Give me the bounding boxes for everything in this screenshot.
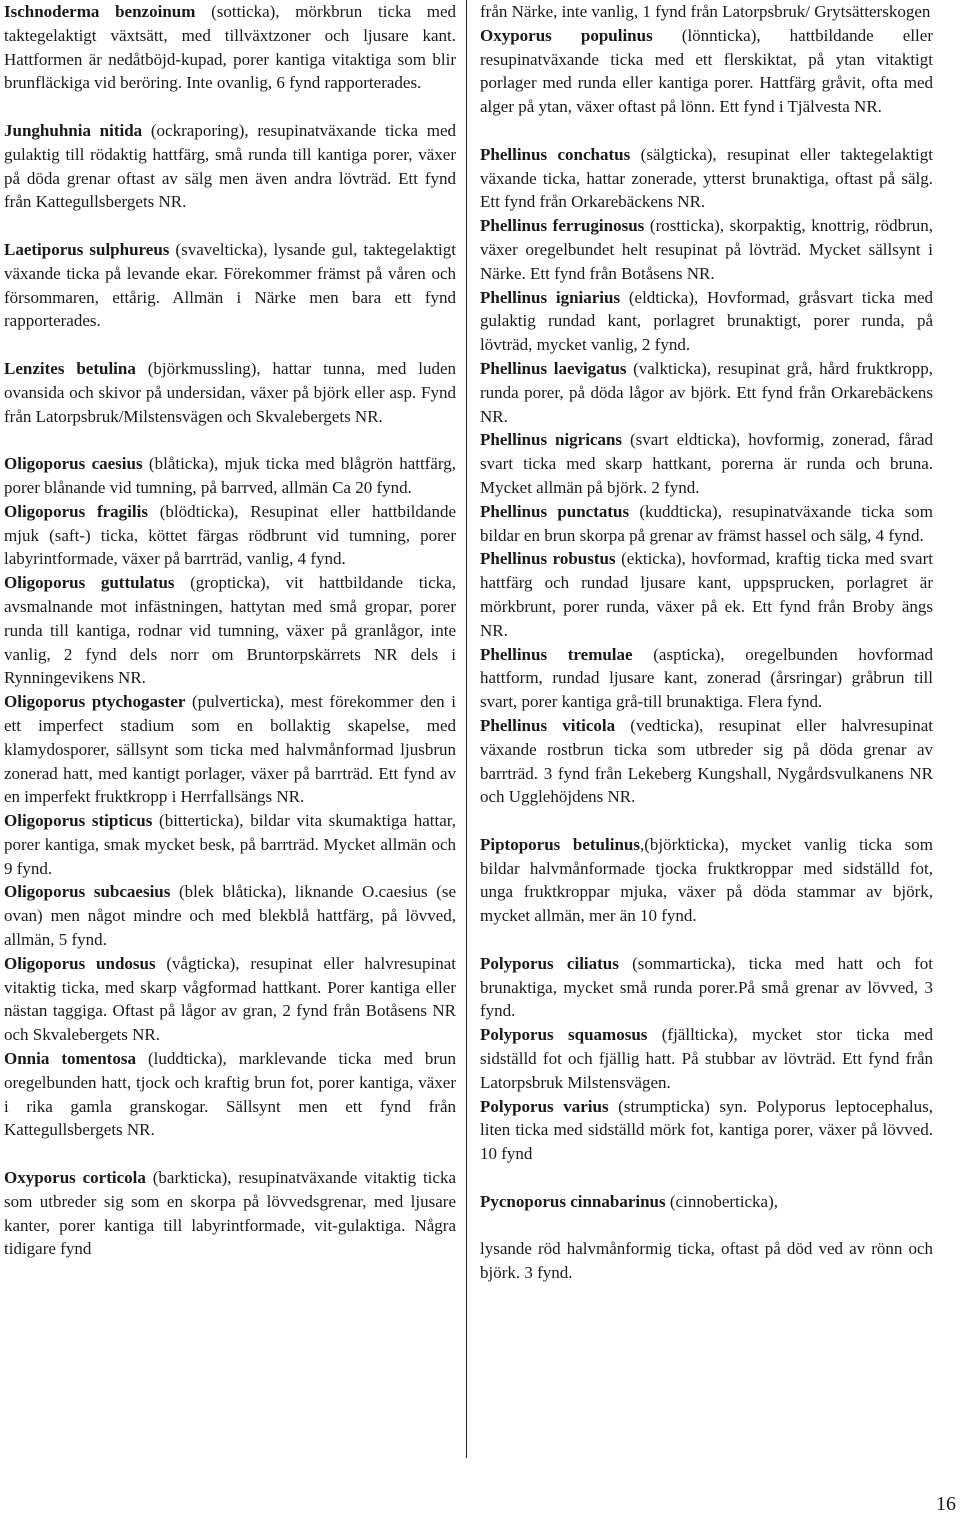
- species-entry: [480, 643, 933, 714]
- species-entry: [480, 833, 933, 928]
- species-name: Piptoporus betulinus: [480, 834, 640, 854]
- species-name: Oxyporus corticola: [4, 1168, 146, 1188]
- species-description: från Närke, inte vanlig, 1 fynd från Latorpsbruk/ Grytsätterskogen: [480, 2, 931, 21]
- species-name: Pycnoporus cinnabarinus: [480, 1191, 666, 1211]
- species-entry: [480, 286, 933, 357]
- species-description: (blåticka), mjuk ticka med blågrön hattfärg, porer blånande vid tumning, på barrved, allmän Ca 20 fynd.: [4, 454, 456, 497]
- species-name: Oligoporus subcaesius: [4, 882, 171, 902]
- species-name: Polyporus ciliatus: [480, 953, 619, 973]
- species-name: Polyporus squamosus: [480, 1025, 648, 1045]
- species-description: (sotticka), mörkbrun ticka med taktegelaktigt växtsätt, med tillväxtzoner och ljusare kant. Hattformen är nedåtböjd-kupad, porer kantiga vitaktiga som blir brunfläckiga vid beröring. Inte ovanlig, 6 fynd rapporterades.: [4, 2, 456, 93]
- species-description: (sommarticka), ticka med hatt och fot brunaktiga, mycket små runda porer.På små grenar av lövved, 3 fynd.: [480, 953, 934, 1021]
- species-description: (björkmussling), hattar tunna, med luden ovansida och skivor på undersidan, växer på björk eller asp. Fynd från Latorpsbruk/Milstensvägen och Skvalebergets NR.: [4, 358, 456, 426]
- species-description: ,(björkticka), mycket vanlig ticka som bildar halvmånformade tjocka fruktkroppar med sidställd fot, unga fruktkroppar mjuka, växer på döda stammar av björk, mycket allmän, mer än 10 fynd.: [480, 834, 933, 926]
- species-name: Oligoporus undosus: [4, 953, 156, 973]
- species-description: (strumpticka) syn. Polyporus leptocephalus, liten ticka med sidställd mörk fot, kantiga porer, växer på lövved. 10 fynd: [480, 1096, 933, 1164]
- species-name: Oxyporus populinus: [480, 25, 653, 45]
- species-name: Phellinus robustus: [480, 549, 616, 569]
- continued-text: [480, 1237, 933, 1285]
- species-description: lysande röd halvmånformig ticka, oftast på död ved av rönn och björk. 3 fynd.: [480, 1239, 933, 1283]
- species-entry: [480, 24, 933, 119]
- page-number: 16: [936, 1493, 956, 1515]
- species-name: Oligoporus ptychogaster: [4, 692, 186, 712]
- continued-text: [480, 0, 933, 24]
- species-entry: [4, 1047, 456, 1142]
- species-entry: [4, 1166, 456, 1261]
- species-entry: [480, 428, 933, 499]
- species-name: Onnia tomentosa: [4, 1049, 136, 1069]
- species-description: (aspticka), oregelbunden hovformad hattform, rundad ljusare kant, zonerad (årsringar) gråbrun till svart, porer kantiga grå-till brunaktiga. Flera fynd.: [480, 644, 933, 712]
- species-entry: [480, 1023, 933, 1094]
- species-entry: [480, 357, 933, 428]
- species-description: (eldticka), Hovformad, gråsvart ticka med gulaktig rundad kant, porlagret brunaktigt, porer runda, på lövträd, mycket vanlig, 2 fynd.: [480, 287, 933, 355]
- species-entry: [480, 214, 933, 285]
- column-divider: [466, 0, 467, 1458]
- species-description: (kuddticka), resupinatväxande ticka som bildar en brun skorpa på grenar av främst hassel och sälg, 4 fynd.: [480, 501, 933, 545]
- species-name: Ischnoderma benzoinum: [4, 2, 196, 21]
- species-entry: [4, 452, 456, 500]
- species-entry: [480, 1095, 933, 1166]
- right-column: [480, 0, 933, 1285]
- species-entry: [4, 952, 456, 1047]
- species-description: (rostticka), skorpaktig, knottrig, rödbrun, växer oregelbundet helt resupinat på lövträd. Mycket sällsynt i Närke. Ett fynd från Botåsens NR.: [480, 216, 934, 283]
- species-description: (fjällticka), mycket stor ticka med sidställd fot och fjällig hatt. På stubbar av lövträd. Ett fynd från Latorpsbruk Milstensvägen.: [480, 1025, 933, 1092]
- species-name: Phellinus ferruginosus: [480, 216, 645, 236]
- species-entry: [4, 357, 456, 428]
- species-entry: [480, 952, 933, 1023]
- species-entry: [4, 0, 456, 95]
- species-description: (vågticka), resupinat eller halvresupinat vitaktig ticka, med skarp vågformad hattkant. Porer kantiga eller nästan taggiga. Oftast på lågor av gran, 2 fynd från Botåsens NR och Skvalebergets NR.: [4, 953, 457, 1045]
- species-description: (gropticka), vit hattbildande ticka, avsmalnande mot infästningen, hattytan med små gropar, porer runda till kantiga, rodnar vid tumning, växer på granlågor, inte vanlig, 2 fynd dels norr om Bruntorpskärrets NR dels i Rynningevikens NR.: [4, 573, 456, 688]
- species-entry: [4, 500, 456, 571]
- species-name: Polyporus varius: [480, 1096, 609, 1116]
- left-column: [4, 0, 456, 1261]
- species-name: Lenzites betulina: [4, 358, 136, 378]
- species-entry: [4, 119, 456, 214]
- species-description: (sälgticka), resupinat eller taktegelaktigt växande ticka, hattar zonerade, ytterst brunaktiga, oftast på sälg. Ett fynd från Orkarebäckens NR.: [480, 144, 934, 212]
- species-entry: [4, 880, 456, 951]
- species-name: Phellinus punctatus: [480, 501, 630, 521]
- species-description: (ekticka), hovformad, kraftig ticka med svart hattfärg och rundad ljusare kant, uppsprucken, porlagret är mörkbrunt, porer runda, växer på ek. Ett fynd från Broby ängs NR.: [480, 549, 933, 640]
- species-description: (blödticka), Resupinat eller hattbildande mjuk (saft-) ticka, köttet färgas rödbrunt vid tumning, porer labyrintformade, växer på barrträd, vanlig, 4 fynd.: [4, 501, 456, 569]
- species-entry: [4, 690, 456, 809]
- species-entry: [480, 1190, 933, 1214]
- species-description: (bitterticka), bildar vita skumaktiga hattar, porer kantiga, smak mycket besk, på barrträd. Mycket allmän och 9 fynd.: [4, 811, 456, 878]
- species-entry: [480, 547, 933, 642]
- species-name: Oligoporus caesius: [4, 454, 143, 474]
- species-description: (lönnticka), hattbildande eller resupinatväxande ticka med ett flerskiktat, på ytan vitaktigt porlager med runda eller kantiga porer. Hattfärg gråvit, ofta med alger på ytan, växer oftast på lönn. Ett fynd i Tjälvesta NR.: [480, 25, 933, 117]
- species-name: Junghuhnia nitida: [4, 120, 143, 140]
- species-name: Phellinus laevigatus: [480, 358, 627, 378]
- species-description: (blek blåticka), liknande O.caesius (se ovan) men något mindre och med blekblå hattfärg, på lövved, allmän, 5 fynd.: [4, 882, 457, 950]
- species-name: Laetiporus sulphureus: [4, 239, 170, 259]
- species-entry: [480, 143, 933, 214]
- species-entry: [4, 238, 456, 333]
- species-description: (cinnoberticka),: [665, 1191, 778, 1211]
- species-name: Phellinus viticola: [480, 715, 616, 735]
- species-name: Oligoporus stipticus: [4, 811, 153, 831]
- species-entry: [480, 500, 933, 548]
- species-description: (valkticka), resupinat grå, hård fruktkropp, runda porer, på döda lågor av björk. Ett fynd från Orkarebäckens NR.: [480, 358, 933, 426]
- species-name: Phellinus nigricans: [480, 430, 623, 450]
- species-description: (ockraporing), resupinatväxande ticka med gulaktig till rödaktig hattfärg, små runda till kantiga porer, växer på döda grenar oftast av sälg men även andra lövträd. Ett fynd från Kattegullsbergets NR.: [4, 120, 457, 212]
- species-description: (svart eldticka), hovformig, zonerad, fårad svart ticka med skarp hattkant, porerna är runda och bruna. Mycket allmän på björk. 2 fynd.: [480, 430, 934, 497]
- species-entry: [4, 809, 456, 880]
- species-name: Phellinus igniarius: [480, 287, 621, 307]
- species-description: (barkticka), resupinatväxande vitaktig ticka som utbreder sig som en skorpa på lövvedsgrenar, med ljusare kanter, porer kantiga till labyrintformade, vit-gulaktiga. Några tidigare fynd: [4, 1168, 456, 1259]
- species-entry: [480, 714, 933, 809]
- species-name: Oligoporus guttulatus: [4, 573, 175, 593]
- species-description: (luddticka), marklevande ticka med brun oregelbunden hatt, tjock och kraftig brun fot, porer kantiga, växer i rika gamla granskogar. Sällsynt men ett fynd från Kattegullsbergets NR.: [4, 1049, 456, 1140]
- species-name: Phellinus tremulae: [480, 644, 633, 664]
- species-description: (vedticka), resupinat eller halvresupinat växande rostbrun ticka som utbreder sig på döda grenar av barrträd. 3 fynd från Lekeberg Kungshall, Nygårdsvulkanens NR och Ugglehöjdens NR.: [480, 715, 933, 807]
- species-name: Phellinus conchatus: [480, 144, 631, 164]
- species-description: (pulverticka), mest förekommer den i ett imperfect stadium som en bollaktig skapelse, med klamydosporer, sällsynt som ticka med halvmånformad ljusbrun zonerad hatt, med kantigt porlager, växer på barrträd. Ett fynd av en imperfekt fruktkropp i Herrfallsängs NR.: [4, 692, 457, 807]
- species-description: (svavelticka), lysande gul, taktegelaktigt växande ticka på levande ekar. Förekommer främst på våren och försommaren, ettårig. Allmän i Närke men bara ett fynd rapporterades.: [4, 239, 456, 331]
- species-entry: [4, 571, 456, 690]
- species-name: Oligoporus fragilis: [4, 501, 148, 521]
